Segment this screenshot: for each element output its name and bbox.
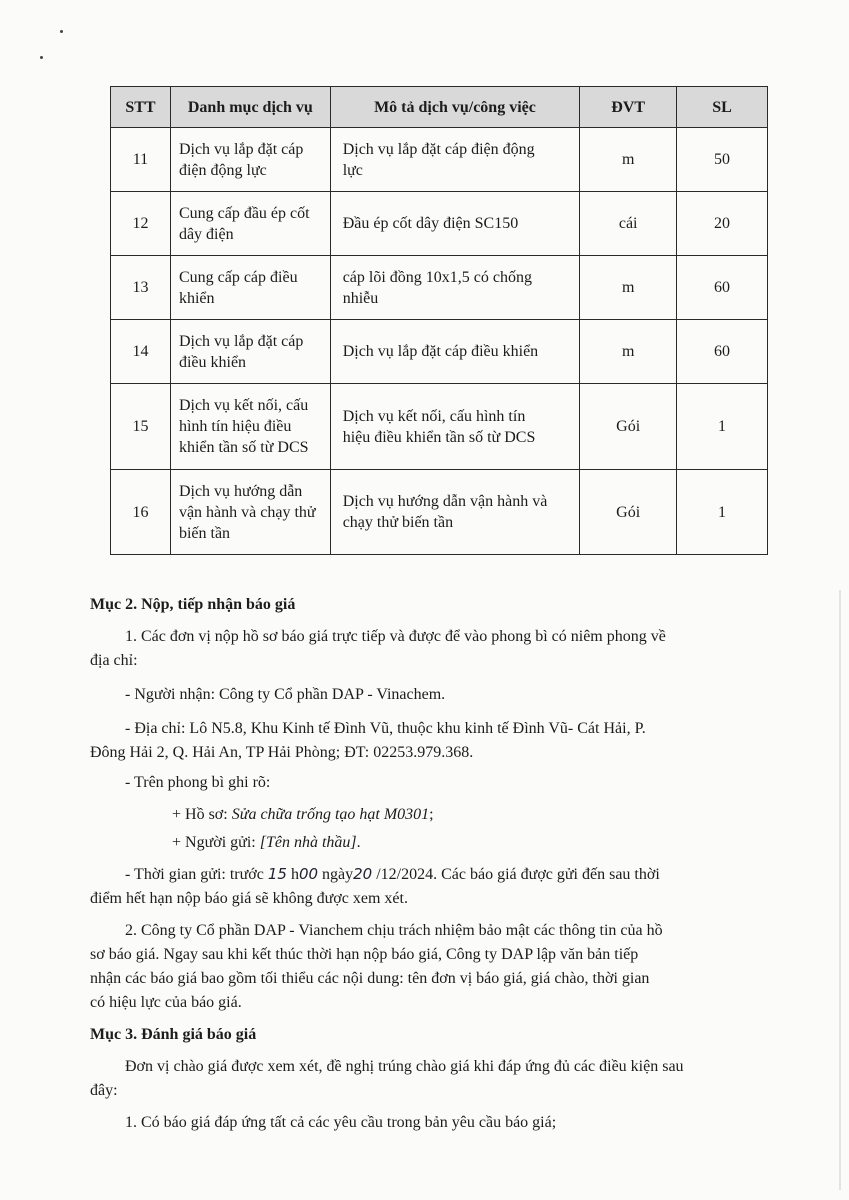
line: Dịch vụ hướng dẫn vận hành và [342,493,548,510]
cell-stt: 14 [111,320,171,384]
line: hiệu điều khiển tần số từ DCS [342,428,536,446]
cell-stt: 13 [111,256,171,320]
line: Cung cấp cáp điều [178,268,298,286]
handwritten-minute: 00 [298,865,319,883]
table-row [111,128,768,192]
deadline-text: - Thời gian gửi: trước [125,866,268,883]
dossier-label: + Hồ sơ: [172,806,232,823]
table-row [111,320,768,384]
section-2-p1-line2: địa chỉ: [90,652,138,669]
cell-service [170,192,330,256]
deadline-text: ngày [318,866,354,883]
cell-description [330,320,580,384]
line: Dịch vụ hướng dẫn [178,482,303,500]
table-row [111,384,768,470]
line: Dịch vụ lắp đặt cáp [178,332,304,350]
line: điện động lực [178,161,267,179]
scan-speck [60,30,63,33]
cell-quantity: 60 [677,320,768,384]
line: lực [342,161,363,179]
cell-service [170,470,330,555]
scan-speck [40,56,43,59]
sender-end: . [356,834,361,851]
cell-unit: m [580,128,677,192]
section-2-heading: Mục 2. Nộp, tiếp nhận báo giá [90,596,296,613]
sender-label: + Người gửi: [172,834,260,851]
handwritten-day: 20 [353,865,373,883]
handwritten-hour: 15 [267,865,287,883]
cell-stt: 15 [111,384,171,470]
header-service: Danh mục dịch vụ [170,87,330,128]
line: vận hành và chạy thử [178,503,316,521]
header-unit: ĐVT [580,87,677,128]
section-2-p2-line3: nhận các báo giá bao gồm tối thiểu các nội dung: tên đơn vị báo giá, giá chào, thời gian [90,970,650,987]
line: Dịch vụ lắp đặt cáp [178,140,304,158]
section-3-heading: Mục 3. Đánh giá báo giá [90,1026,257,1043]
dossier-end: ; [429,806,434,823]
cell-stt: 11 [111,128,171,192]
table-row [111,192,768,256]
header-description: Mô tả dịch vụ/công việc [330,87,580,128]
line: hình tín hiệu điều [178,418,292,435]
cell-service [170,384,330,470]
deadline-line2: điểm hết hạn nộp báo giá sẽ không được xem xét. [90,890,408,907]
line: chạy thử biến tần [342,514,454,531]
cell-service [170,128,330,192]
cell-stt: 12 [111,192,171,256]
envelope-line: - Trên phong bì ghi rõ: [125,774,271,791]
line: Dịch vụ lắp đặt cáp điện động [342,140,535,158]
line: Cung cấp đầu ép cốt [178,204,310,222]
line: nhiễu [342,289,379,307]
cell-unit: Gói [580,384,677,470]
line: Dịch vụ kết nối, cấu [178,397,309,414]
section-3-item-1: 1. Có báo giá đáp ứng tất cả các yêu cầu trong bản yêu cầu báo giá; [125,1114,557,1131]
cell-quantity: 1 [677,470,768,555]
address-line1: - Địa chỉ: Lô N5.8, Khu Kinh tế Đình Vũ, thuộc khu kinh tế Đình Vũ- Cát Hải, P. [125,720,646,737]
line: biến tần [178,524,231,542]
sender-value: [Tên nhà thầu] [259,834,357,851]
cell-quantity: 60 [677,256,768,320]
deadline-line1 [125,864,660,885]
cell-quantity: 50 [677,128,768,192]
deadline-text: h [286,866,299,883]
line: khiển [178,289,215,307]
line: khiển tần số từ DCS [178,439,309,456]
cell-description [330,128,580,192]
scan-edge [839,590,841,1190]
cell-description [330,384,580,470]
cell-description [330,470,580,555]
cell-stt: 16 [111,470,171,555]
section-2-p2-line1: 2. Công ty Cổ phần DAP - Vianchem chịu trách nhiệm bảo mật các thông tin của hồ [125,922,663,939]
line: Dịch vụ kết nối, cấu hình tín [342,407,526,425]
line: Dịch vụ lắp đặt cáp điều khiển [342,343,539,360]
section-3-p-line2: đây: [90,1082,118,1099]
cell-unit: m [580,320,677,384]
cell-description [330,192,580,256]
address-line2: Đông Hải 2, Q. Hải An, TP Hải Phòng; ĐT: 02253.979.368. [90,744,474,761]
cell-unit: cái [580,192,677,256]
dossier-value: Sửa chữa trống tạo hạt M0301 [231,806,430,823]
line: dây điện [178,225,234,243]
line: Đầu ép cốt dây điện SC150 [342,215,519,232]
sender-line [172,832,361,853]
line: điều khiển [178,353,247,371]
line: cáp lõi đồng 10x1,5 có chống [342,268,532,286]
table-row [111,470,768,555]
cell-description [330,256,580,320]
recipient-line: - Người nhận: Công ty Cổ phần DAP - Vinachem. [125,686,446,703]
cell-service [170,256,330,320]
service-table [110,86,768,555]
section-2-p1-line1: 1. Các đơn vị nộp hồ sơ báo giá trực tiếp và được để vào phong bì có niêm phong về [125,628,666,645]
header-quantity: SL [677,87,768,128]
table-header-row [111,87,768,128]
dossier-line [172,804,434,825]
header-stt: STT [111,87,171,128]
deadline-text: /12/2024. Các báo giá được gửi đến sau thời [372,866,660,883]
table-row [111,256,768,320]
cell-quantity: 20 [677,192,768,256]
section-2-p2-line2: sơ báo giá. Ngay sau khi kết thúc thời hạn nộp báo giá, Công ty DAP lập văn bản tiếp [90,946,639,963]
cell-service [170,320,330,384]
cell-unit: Gói [580,470,677,555]
cell-unit: m [580,256,677,320]
section-2-p2-line4: có hiệu lực của báo giá. [90,994,242,1011]
section-3-p-line1: Đơn vị chào giá được xem xét, đề nghị trúng chào giá khi đáp ứng đủ các điều kiện sau [125,1058,684,1075]
cell-quantity: 1 [677,384,768,470]
